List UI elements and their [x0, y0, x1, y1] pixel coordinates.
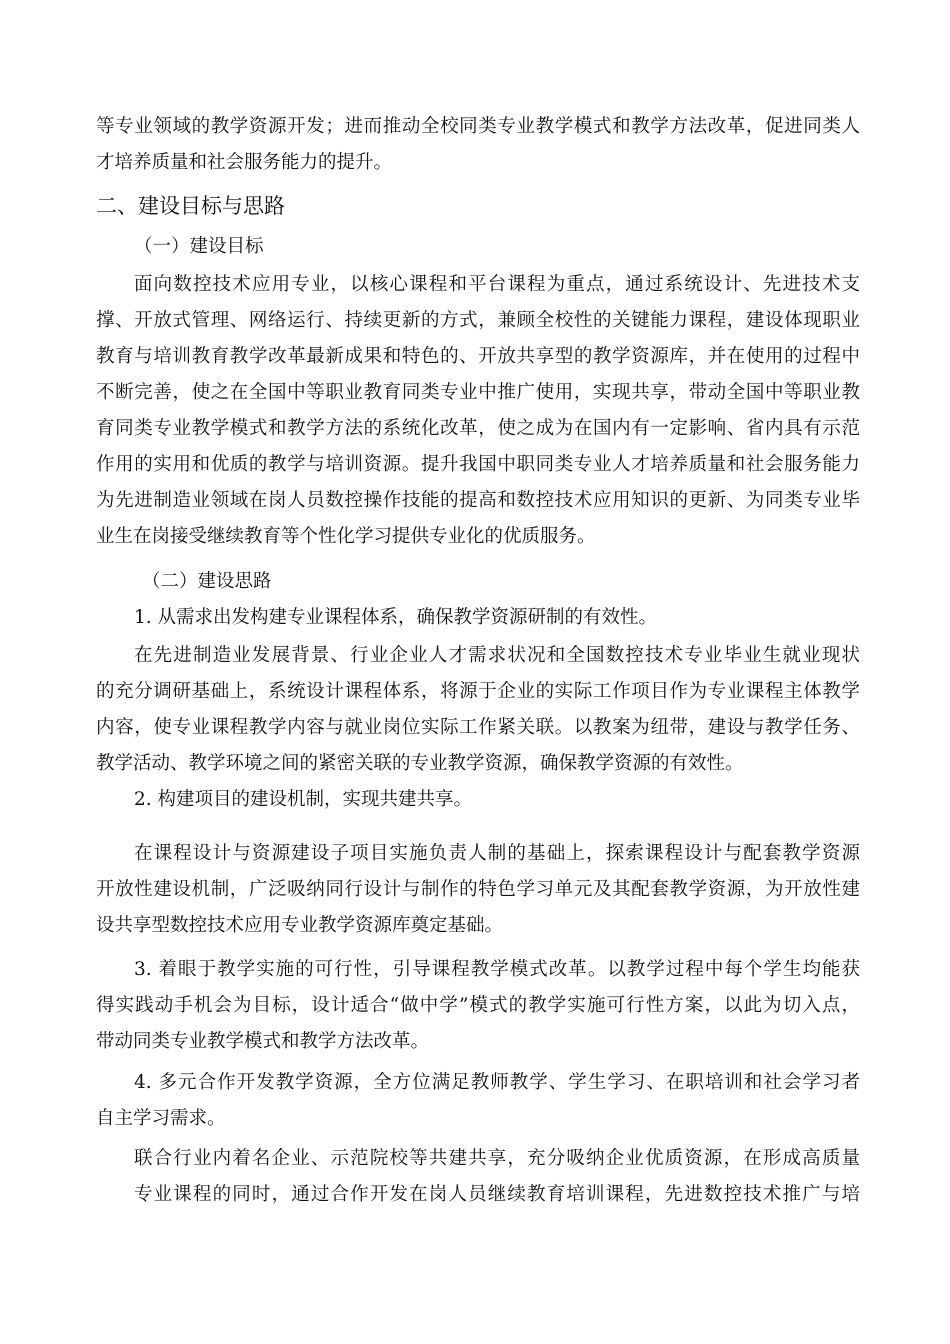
- body-line: 才培养质量和社会服务能力的提升。: [96, 152, 393, 173]
- subsection-heading: （一）建设目标: [134, 236, 264, 257]
- body-line: 的充分调研基础上，系统设计课程体系，将源于企业的实际工作项目作为专业课程主体教学: [96, 681, 860, 702]
- body-line: 面向数控技术应用专业，以核心课程和平台课程为重点，通过系统设计、先进技术支: [134, 274, 860, 295]
- body-line: 育同类专业教学模式和教学方法的系统化改革，使之成为在国内有一定影响、省内具有示范: [96, 418, 860, 439]
- body-line: 专业课程的同时，通过合作开发在岗人员继续教育培训课程，先进数控技术推广与培: [134, 1184, 860, 1205]
- body-line: 自主学习需求。: [96, 1108, 226, 1129]
- list-item-heading: 4. 多元合作开发教学资源，全方位满足教师教学、学生学习、在职培训和社会学习者: [134, 1072, 860, 1093]
- list-item-heading: 1. 从需求出发构建专业课程体系，确保教学资源研制的有效性。: [134, 607, 658, 628]
- body-line: 不断完善，使之在全国中等职业教育同类专业中推广使用，实现共享，带动全国中等职业教: [96, 382, 860, 403]
- body-line: 内容，使专业课程教学内容与就业岗位实际工作紧关联。以教案为纽带，建设与教学任务、: [96, 717, 860, 738]
- body-line: 开放性建设机制，广泛吸纳同行设计与制作的特色学习单元及其配套教学资源，为开放性建: [96, 879, 860, 900]
- list-item-heading: 3. 着眼于教学实施的可行性，引导课程教学模式改革。以教学过程中每个学生均能获: [134, 959, 860, 980]
- body-line: 带动同类专业教学模式和教学方法改革。: [96, 1031, 430, 1052]
- body-line: 教育与培训教育教学改革最新成果和特色的、开放共享型的教学资源库，并在使用的过程中: [96, 346, 860, 367]
- list-item-heading: 2. 构建项目的建设机制，实现共建共享。: [134, 789, 473, 810]
- section-heading: 二、建设目标与思路: [96, 194, 285, 218]
- body-line: 教学活动、教学环境之间的紧密关联的专业教学资源，确保教学资源的有效性。: [96, 753, 744, 774]
- body-line: 为先进制造业领域在岗人员数控操作技能的提高和数控技术应用知识的更新、为同类专业毕: [96, 490, 860, 511]
- body-line: 作用的实用和优质的教学与培训资源。提升我国中职同类专业人才培养质量和社会服务能力: [96, 454, 860, 475]
- body-line: 联合行业内着名企业、示范院校等共建共享，充分吸纳企业优质资源，在形成高质量: [134, 1148, 860, 1169]
- body-line: 在课程设计与资源建设子项目实施负责人制的基础上，探索课程设计与配套教学资源: [134, 843, 860, 864]
- body-line: 等专业领域的教学资源开发；进而推动全校同类专业教学模式和教学方法改革，促进同类人: [96, 116, 860, 137]
- body-line: 在先进制造业发展背景、行业企业人才需求状况和全国数控技术专业毕业生就业现状: [134, 645, 860, 666]
- body-line: 设共享型数控技术应用专业教学资源库奠定基础。: [96, 915, 504, 936]
- subsection-heading: （二）建设思路: [142, 571, 272, 592]
- body-line: 得实践动手机会为目标，设计适合“做中学”模式的教学实施可行性方案，以此为切入点，: [96, 995, 860, 1016]
- body-line: 撑、开放式管理、网络运行、持续更新的方式，兼顾全校性的关键能力课程，建设体现职业: [96, 310, 860, 331]
- body-line: 业生在岗接受继续教育等个性化学习提供专业化的优质服务。: [96, 526, 596, 547]
